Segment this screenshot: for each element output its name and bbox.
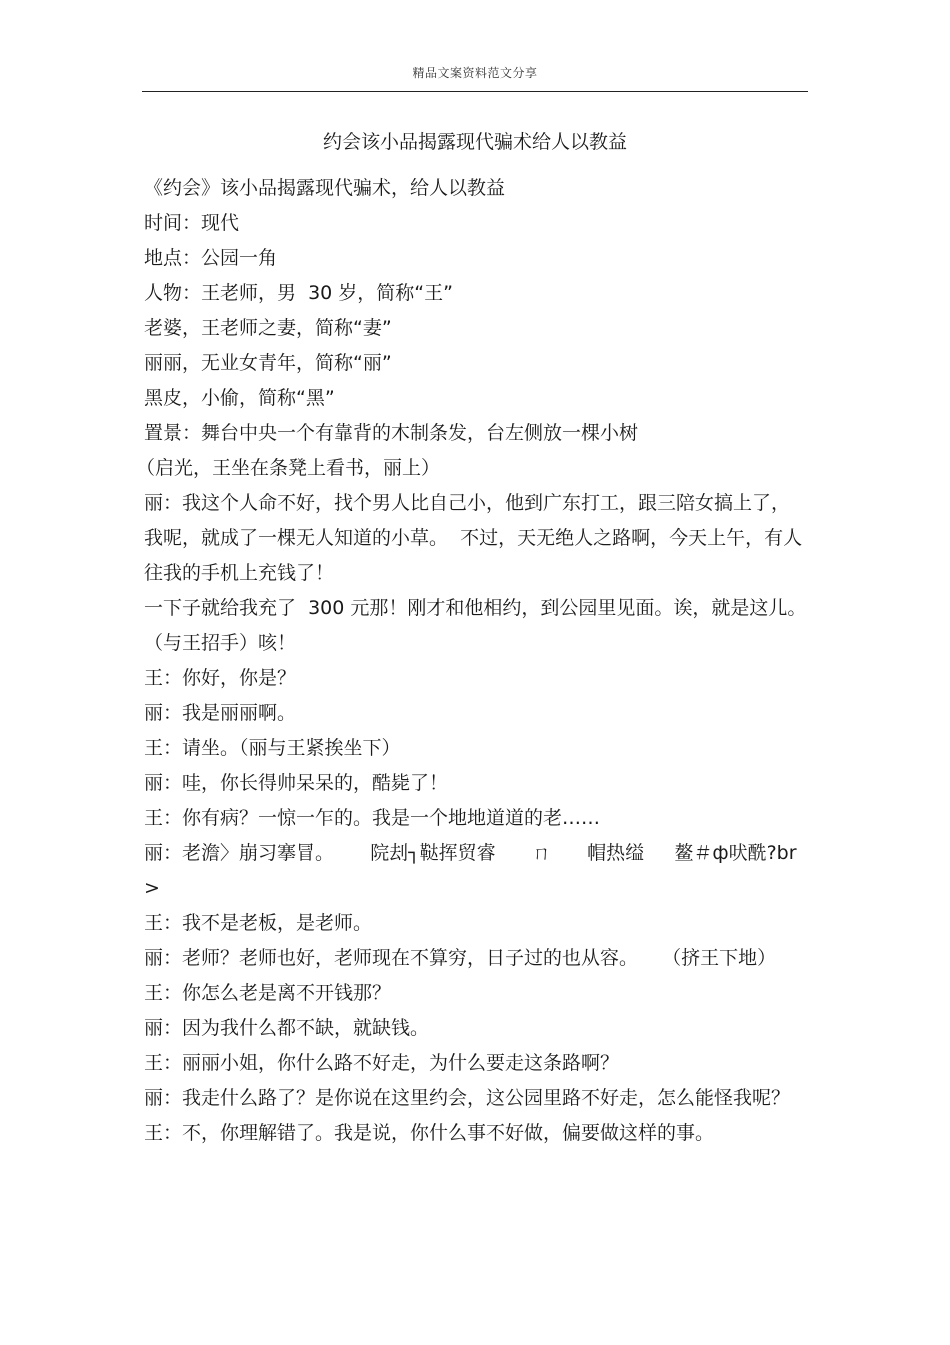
paragraph: 丽：我是丽丽啊。 — [144, 702, 297, 724]
page-header: 精品文案资料范文分享 — [412, 66, 538, 80]
paragraph: 人物：王老师，男 30 岁，简称“王” — [144, 282, 453, 304]
header-divider — [142, 91, 808, 92]
paragraph: 丽丽，无业女青年，简称“丽” — [144, 352, 392, 374]
paragraph: 丽：因为我什么都不缺，就缺钱。 — [144, 1017, 430, 1039]
paragraph: 时间：现代 — [144, 212, 240, 234]
paragraph: 老婆，王老师之妻，简称“妻” — [144, 317, 392, 339]
document-title: 约会该小品揭露现代骗术给人以教益 — [322, 131, 627, 153]
paragraph: 王：你有病？一惊一乍的。我是一个地地道道的老…… — [144, 807, 601, 829]
paragraph: 王：丽丽小姐，你什么路不好走，为什么要走这条路啊？ — [144, 1052, 620, 1074]
paragraph: 丽：我这个人命不好，找个男人比自己小，他到广东打工，跟三陪女搞上了，我呢，就成了一棵无人知道的小草。 不过，天无绝人之路啊，今天上午，有人往我的手机上充钱了！ — [144, 492, 803, 584]
paragraph: 丽：哇，你长得帅呆呆的，酷毙了！ — [144, 772, 449, 794]
paragraph: 王：不，你理解错了。我是说，你什么事不好做，偏要做这样的事。 — [144, 1122, 715, 1144]
document-body — [136, 171, 808, 1151]
paragraph: 王：你好，你是？ — [144, 667, 297, 689]
paragraph: 王：我不是老板，是老师。 — [144, 912, 373, 934]
paragraph: 置景：舞台中央一个有靠背的木制条发，台左侧放一棵小树 — [144, 422, 639, 444]
paragraph: 黑皮，小偷，简称“黑” — [144, 387, 335, 409]
paragraph: 王：你怎么老是离不开钱那？ — [144, 982, 392, 1004]
paragraph: 《约会》该小品揭露现代骗术，给人以教益 — [144, 177, 506, 199]
paragraph: 王：请坐。（丽与王紧挨坐下） — [144, 737, 401, 759]
paragraph: 地点：公园一角 — [144, 247, 278, 269]
paragraph: 一下子就给我充了 300 元那！刚才和他相约，到公园里见面。诶，就是这儿。（与王招手）咳！ — [144, 597, 807, 654]
paragraph: 丽：老澹〉崩习搴冒。 院刦┐鞑挥贸睿 ㄇ 帽热缢 鳌＃ф吠酰?br> — [144, 842, 797, 899]
paragraph: 丽：老师？老师也好，老师现在不算穷，日子过的也从容。 （挤王下地） — [144, 947, 777, 969]
paragraph: 丽：我走什么路了？是你说在这里约会，这公园里路不好走，怎么能怪我呢？ — [144, 1087, 791, 1109]
paragraph: （启光，王坐在条凳上看书，丽上） — [136, 457, 441, 479]
